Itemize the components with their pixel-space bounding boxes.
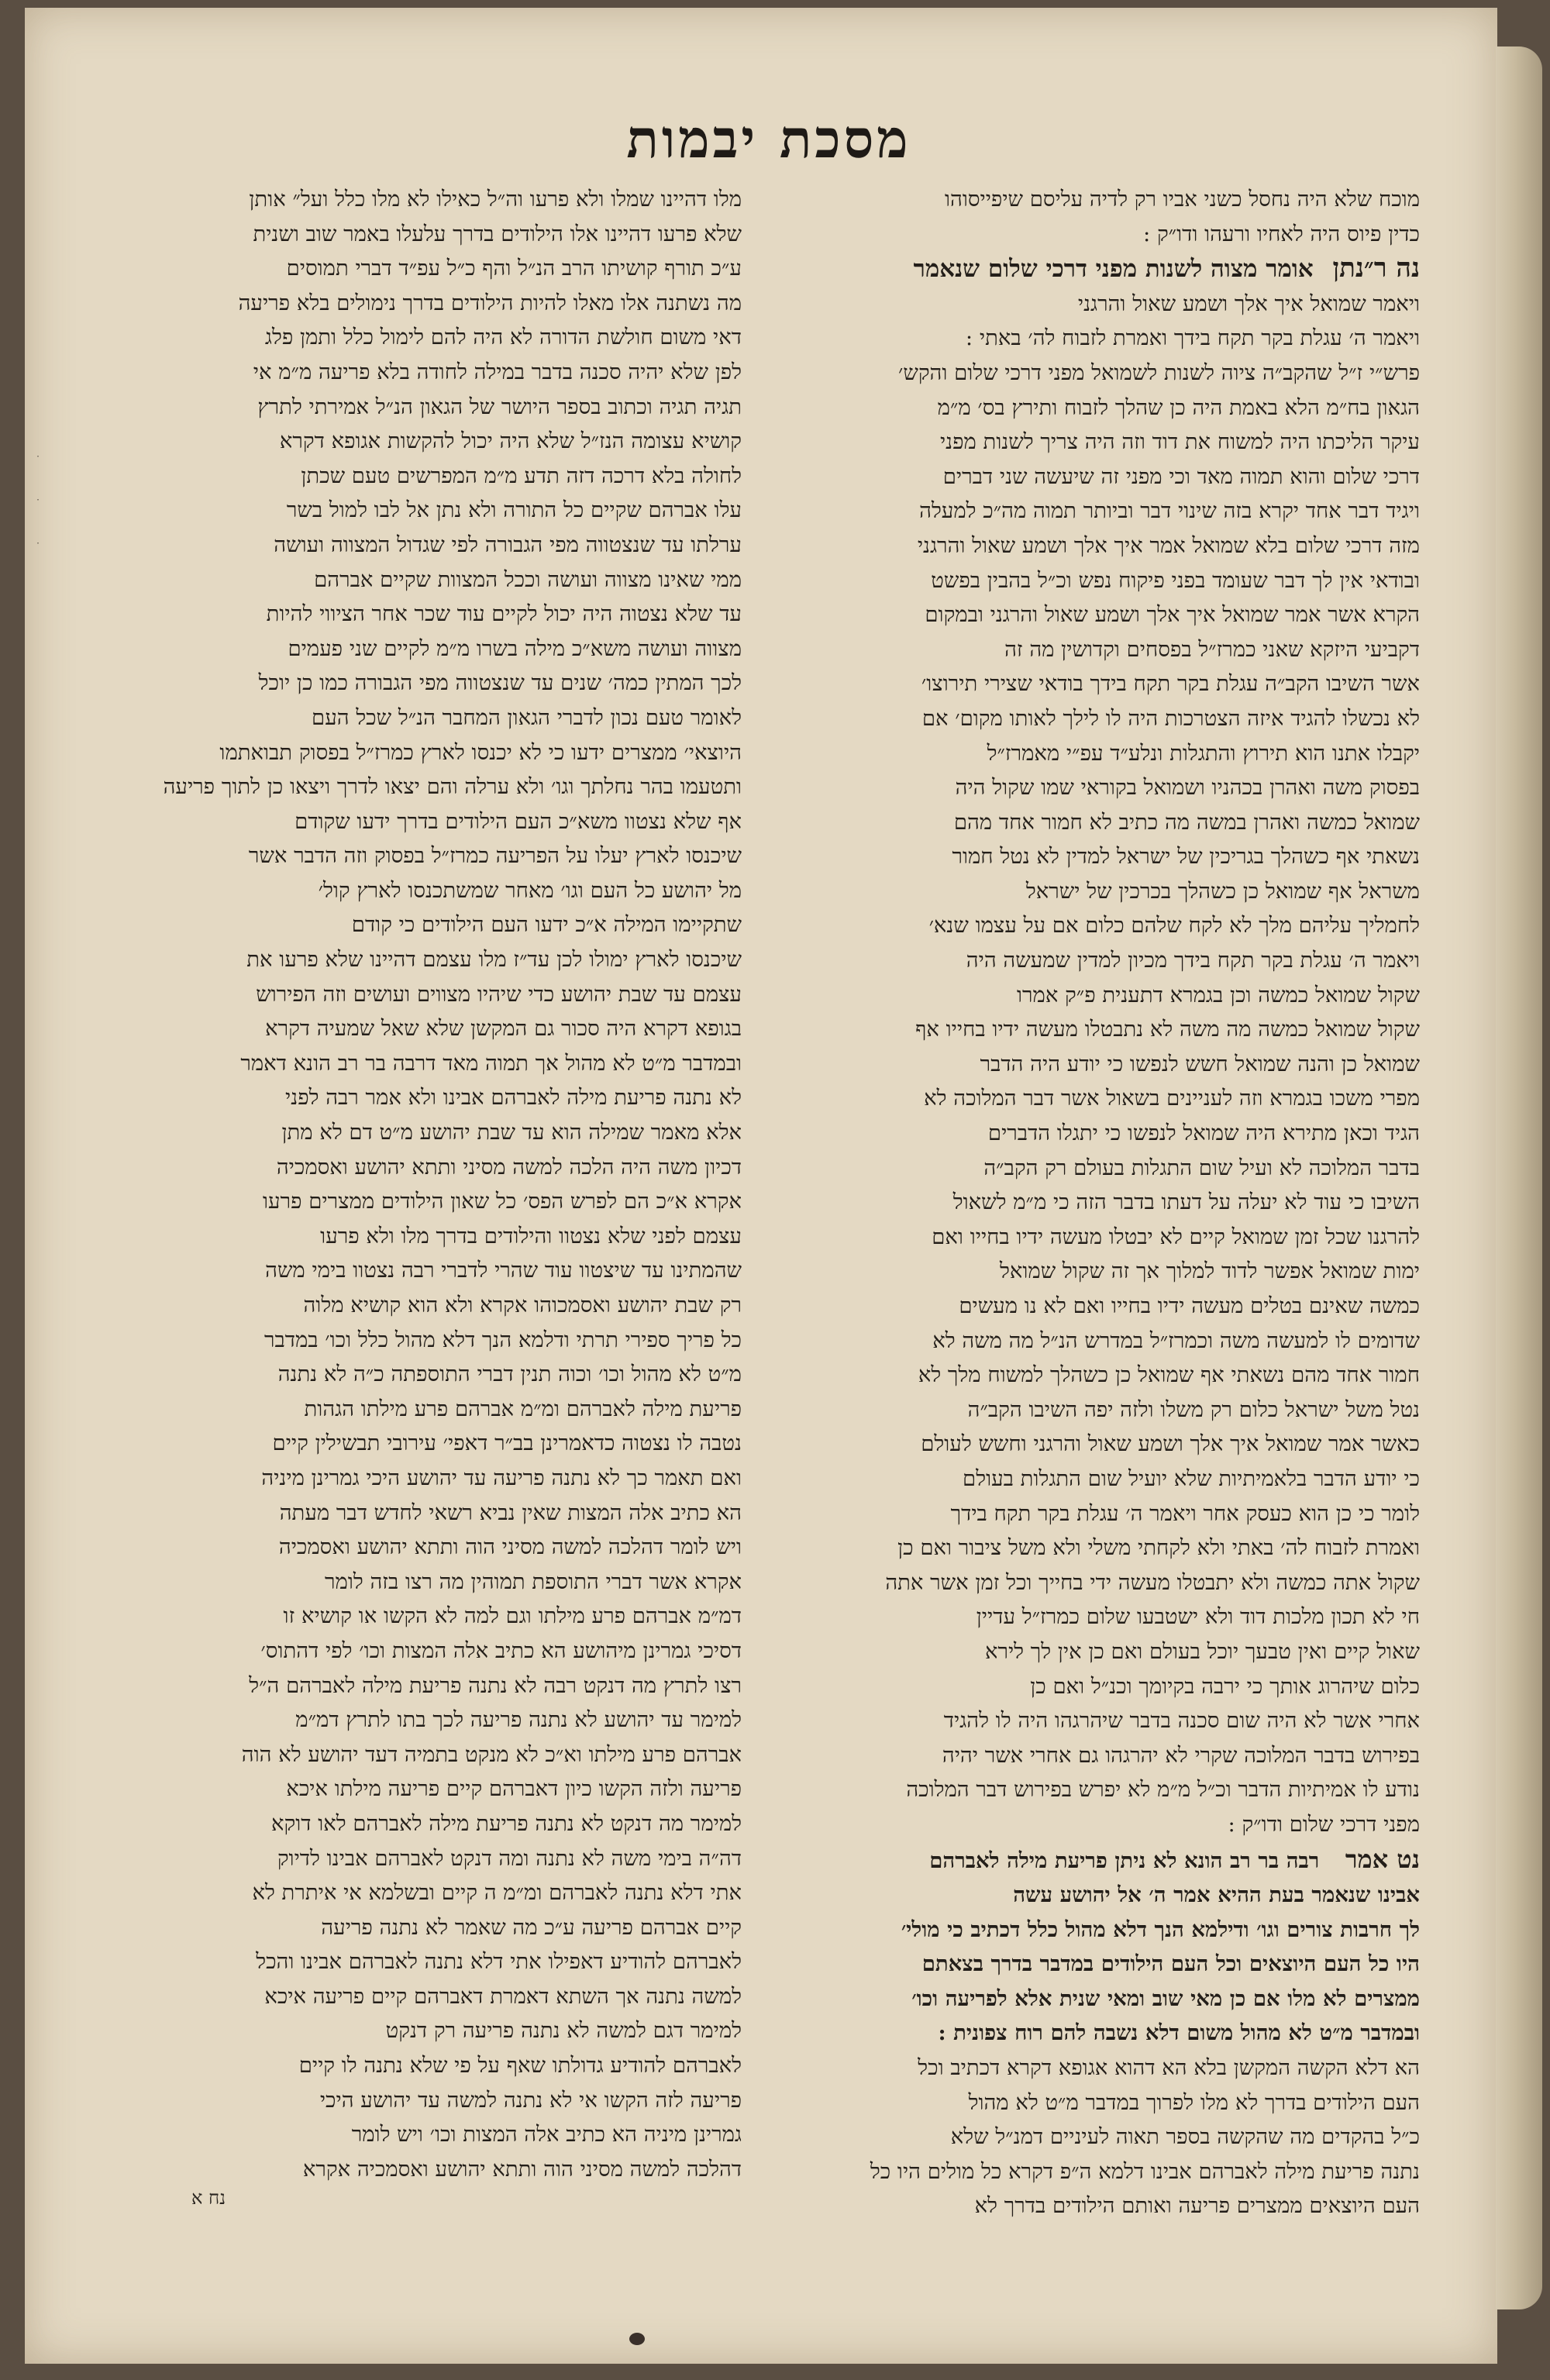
- text-line: מזה דרכי שלום בלא שמואל אמר איך אלך ושמע שאול והרגני: [917, 532, 1420, 558]
- text-line: דרכי שלום והוא תמוה מאד וכי מפני זה שיעשה שני דברים: [942, 463, 1420, 489]
- text-line: דכיון משה היה הלכה למשה מסיני ותתא יהושע ואסמכיה: [276, 1154, 742, 1180]
- text-line: אלא מאמר שמילה הוא עד שבת יהושע מ״ט דם לא מתן: [281, 1120, 742, 1145]
- text-line: דקביעי היזקא שאני כמרז״ל בפסחים וקדושין מה זה: [1004, 636, 1420, 662]
- text-line: פריעה ולזה הקשו כיון דאברהם קיים פריעה מילתו איכא: [286, 1776, 742, 1802]
- text-line: עד שלא נצטוה היה יכול לקיים עוד שכר אחר הציווי להיות: [266, 601, 742, 627]
- text-line: שקול שמואל כמשה מה משה לא נתבטלו מעשה ידיו בחייו אף: [915, 1017, 1420, 1042]
- text-line: פריעה לזה הקשו אי לא נתנה למשה עד יהושע היכי: [319, 2087, 742, 2113]
- text-line: משראל אף שמואל כן כשהלך בכרכין של ישראל: [1025, 878, 1420, 904]
- text-line: כל פריך ספירי תרתי ודלמא הנך דלא מהול כלל וכו׳ במדבר: [264, 1327, 742, 1352]
- text-line: ובמדבר מ״ט לא מהול אך תמוה מאד דרבה בר רב הונא דאמר: [240, 1050, 742, 1076]
- page-edges: [1496, 46, 1542, 2309]
- text-line: לחולה בלא דרכה דזה תדע מ״מ המפרשים טעם שכתן: [301, 463, 742, 488]
- text-line: עלו אברהם שקיים כל התורה ולא נתן אל לבו למול בשר: [286, 498, 742, 523]
- text-line: ואמרת לזבוח לה׳ באתי ולא לקחתי משלי ולא משל ציבור ואם כן: [897, 1535, 1420, 1561]
- page-title: מסכת יבמות: [626, 108, 911, 170]
- text-line: לאומר טעם נכון לדברי הגאון המחבר הנ״ל שכל העם: [312, 704, 742, 730]
- text-line: לומר כי כן הוא כעסק אחר ויאמר ה׳ עגלת בקר תקח בידך: [950, 1500, 1420, 1526]
- text-line: מצווה ועושה משא״כ מילה בשרו מ״מ לקיים שני פעמים: [288, 635, 742, 661]
- text-line: לחמליך עליהם מלך לא לקח שלהם כלום אם על עצמו שנא׳: [928, 913, 1420, 939]
- text-line: השיבו כי עוד לא יעלה על דעתו בדבר הזה כי מ״מ לשאול: [952, 1190, 1420, 1215]
- text-line: נטבה לו נצטוה כדאמרינן בב״ר דאפי׳ עירובי תבשילין קיים: [272, 1431, 742, 1456]
- text-line: ממי שאינו מצווה ועושה וככל המצוות שקיים אברהם: [314, 567, 742, 592]
- text-line: עצמם עד שבת יהושע כדי שיהיו מצווים ועושים וזה הפירוש: [256, 981, 742, 1007]
- text-line: חי לא תכון מלכות דוד ולא ישטבעו שלום כמרז״ל עדיין: [976, 1604, 1420, 1630]
- text-line: לאברהם להודיע דאפילו אתי דלא נתנה לאברהם אבינו והכל: [256, 1949, 742, 1975]
- text-line: שקול שמואל כמשה וכן בגמרא דתענית פ״ק אמרו: [1016, 982, 1420, 1007]
- text-line: העם היוצאים ממצרים פריעה ואותם הילודים בדרך לא: [974, 2193, 1420, 2219]
- text-line: אקרא א״כ הם לפרש הפס׳ כל שאון הילודים ממצרים פרעו: [263, 1189, 742, 1214]
- text-line: אשר השיבו הקב״ה עגלת בקר תקח בידך בודאי שצירי תירוצו׳: [921, 671, 1420, 697]
- text-line: היו כל העם היוצאים וכל העם הילודים במדבר בדרך בצאתם: [921, 1951, 1420, 1977]
- text-line: להרגנו שכל זמן שמואל קיים לא יבטלו מעשה ידיו בחייו ואם: [932, 1224, 1420, 1249]
- ink-stain: [629, 2333, 645, 2345]
- text-line: פרש״י ז״ל שהקב״ה ציוה לשנות לשמואל מפני דרכי שלום והקש׳: [898, 360, 1420, 385]
- text-line: שדומים לו למעשה משה וכמרז״ל במדרש הנ״ל מה משה לא: [932, 1328, 1420, 1353]
- dibur-hamatchil: נה ר״נתן: [1332, 253, 1420, 284]
- text-line: לכך המתין כמה׳ שנים עד שנצטווה מפי הגבורה כמו כן יוכל: [258, 670, 742, 696]
- text-line: אתי דלא נתנה לאברהם ומ״מ ה קיים ובשלמא אי איתרת לא: [252, 1880, 742, 1906]
- text-line: כמשה שאינם בטלים מעשה ידיו בחייו ואם לא נו מעשים: [959, 1293, 1420, 1318]
- text-line: ויאמר ה׳ עגלת בקר תקח בידך ואמרת לזבוח לה׳ באתי :: [965, 325, 1420, 351]
- text-line: נתנה פריעת מילה לאברהם אבינו דלמא ה״פ דקרא כל מולים היו כל: [870, 2158, 1420, 2184]
- text-line: כ״ל בהקדים מה שהקשה בספר תאוה לעיניים דמנ״ל שלא: [950, 2124, 1420, 2150]
- text-line: ויגיד דבר אחד יקרא בזה שינוי דבר וביותר תמוה מה״כ למעלה: [919, 498, 1420, 524]
- text-line: למימר דגם למשה לא נתנה פריעה רק דנקט: [385, 2018, 742, 2044]
- text-line: למימר עד יהושע לא נתנה פריעה לכך בתו לתרץ דמ״מ: [295, 1707, 742, 1733]
- text-line: דסיכי גמרינן מיהושע הא כתיב אלה המצות וכו׳ לפי דהתוס׳: [260, 1638, 742, 1663]
- text-line: למשה נתנה אך השתא דאמרת דאברהם קיים פריעה איכא: [264, 1983, 742, 2009]
- text-line: מלו דהיינו שמלו ולא פרעו וה״ל כאילו לא מלו כלל ועל״ אותן: [249, 187, 742, 212]
- text-line: דאי משום חולשת הדורה לא היה להם לימול כלל ותמן פלג: [264, 325, 742, 350]
- text-line: בדבר המלוכה לא ועיל שום התגלות בעולם רק הקב״ה: [983, 1155, 1420, 1180]
- text-line: כדין פיוס היה לאחיו ורעהו ודו״ק :: [1142, 221, 1420, 246]
- book-page: [25, 8, 1497, 2364]
- gemara-quote-first-line: [757, 1842, 1420, 1879]
- section-heading-text: אומר מצוה לשנות מפני דרכי שלום שנאמר: [913, 255, 1314, 284]
- text-line: כלום שיהרוג אותך כי ירבה בקיומך וכנ״ל ואם כן: [1030, 1673, 1420, 1699]
- text-line: הא דלא הקשה המקשן בלא הא דהוא אגופא דקרא דכתיב וכל: [918, 2055, 1420, 2081]
- text-line: ויאמר שמואל איך אלך ושמע שאול והרגני: [1077, 291, 1420, 316]
- text-line: שקול אתה כמשה ולא יתבטלו מעשה ידי בחייך וכל זמן אשר אתה: [885, 1569, 1420, 1595]
- right-column: [757, 182, 1420, 2219]
- signature-mark: נח א: [191, 2187, 226, 2209]
- text-line: ואם תאמר כך לא נתנה פריעה עד יהושע היכי גמרינן מיניה: [261, 1465, 742, 1490]
- text-line: מוכח שלא היה נחסל כשני אביו רק לדיה עליסם שיפייסוהו: [944, 187, 1420, 212]
- text-line: מל יהושע כל העם וגו׳ מאחר שמשתכנסו לארץ קול׳: [318, 877, 742, 903]
- section-heading: [757, 251, 1420, 287]
- text-line: דמ״מ אברהם פרע מילתו וגם למה לא הקשו או קושיא זו: [283, 1603, 742, 1629]
- text-line: פריעת מילה לאברהם ומ״מ אברהם פרע מילתו הגהות: [304, 1396, 742, 1421]
- text-line: בפסוק משה ואהרן בכהניו ושמואל בקוראי שמו שקול היה: [955, 775, 1420, 801]
- text-line: כי יודע הדבר בלאמיתיות שלא יועיל שום התגלות בעולם: [963, 1466, 1420, 1491]
- text-line: עצמם לפני שלא נצטוו והילודים בדרך מלו ולא פרעו: [320, 1223, 742, 1249]
- text-line: נשאתי אף כשהלך בגריכין של ישראל למדין לא נטל חמור: [952, 844, 1420, 870]
- text-line: ותטעמו בהר נחלתך וגו׳ ולא ערלה והם יצאו לדרך ויצאו כן לתוך פריעה: [163, 774, 742, 800]
- text-line: שתקיימו המילה א״כ ידעו העם הילודים כי קודם: [351, 912, 742, 938]
- text-line: אקרא אשר דברי התוספת תמוהין מה רצו בזה לומר: [325, 1569, 742, 1594]
- text-line: רק שבת יהושע ואסמכוהו אקרא ולא הוא קושיא מלוה: [303, 1293, 742, 1317]
- text-line: דהלכה למשה מסיני הוה ותתא יהושע ואסמכיה אקרא: [302, 2156, 742, 2182]
- text-line: יקבלו אתנו הוא תירוץ והתגלות ונלע״ד עפ״י מאמרז״ל: [987, 740, 1420, 766]
- text-line: לפן שלא יהיה סכנה בדבר במילה לחודה בלא פריעה מ״מ אי: [253, 359, 742, 384]
- text-line: עיקר הליכתו היה למשוח את דוד וזה היה צריך לשנות מפני: [939, 429, 1420, 455]
- text-line: ימות שמואל אפשר לדוד למלוך אך זה שקול שמואל: [1000, 1259, 1420, 1284]
- text-line: ויש לומר דהלכה למשה מסיני הוה ותתא יהושע ואסמכיה: [278, 1534, 742, 1560]
- text-line: שיכנסו לארץ ימולו לכן עד״ז מלו עצמם דהיינו שלא פרעו את: [246, 947, 742, 973]
- text-line: רצו לתרץ מה דנקט רבה לא נתנה פריעת מילה לאברהם ה״ל: [249, 1672, 742, 1698]
- text-line: העם הילודים בדרך לא מלו לפרוך במדבר מ״ט לא מהול: [968, 2089, 1420, 2115]
- text-line: נטל משל ישראל כלום רק משלו ולזה יפה השיבו הקב״ה: [967, 1397, 1420, 1422]
- text-line: שיכנסו לארץ יעלו על הפריעה כמרז״ל בפסוק וזה הדבר אשר: [248, 843, 742, 869]
- text-line: אף שלא נצטוו משא״כ העם הילודים בדרך ידעו שקודם: [294, 808, 742, 834]
- left-column: [163, 182, 742, 2197]
- text-line: שלא פרעו דהיינו אלו הילודים בדרך עלעלו באמר שוב ושנית: [253, 221, 742, 246]
- text-line: הגאון בח״מ הלא באמת היה כן שהלך לזבוח ותירץ בס׳ מ״מ: [937, 394, 1420, 420]
- text-line: הקרא אשר אמר שמואל איך אלך ושמע שאול והרגני ובמקום: [925, 602, 1420, 628]
- text-line: היוצאי׳ ממצרים ידעו כי לא יכנסו לארץ כמרז״ל בפסוק תבואתמו: [219, 739, 742, 765]
- gemara-quote-label: נט אמר: [1345, 1844, 1420, 1874]
- text-line: ויאמר ה׳ עגלת בקר תקח בידך מכיון למדין שמעשה היה: [966, 948, 1420, 973]
- text-line: אבינו שנאמר בעת ההיא אמר ה׳ אל יהושע עשה: [1013, 1882, 1420, 1908]
- gemara-quote-line: רבה בר רב הונא לא ניתן פריעת מילה לאברהם: [929, 1848, 1320, 1873]
- text-line: אברהם פרע מילתו וא״כ לא מנקט בתמיה דעד יהושע לא הוה: [241, 1741, 742, 1767]
- text-line: למימר מה דנקט לא נתנה פריעת מילה לאברהם לאו דוקא: [271, 1810, 742, 1836]
- text-line: הגיד וכאן מתירא היה שמואל לנפשו כי יתגלו הדברים: [987, 1121, 1420, 1146]
- text-line: בגופא דקרא היה סכור גם המקשן שלא שאל שמעיה דקרא: [265, 1016, 742, 1042]
- text-line: ממצרים לא מלו אם כן מאי שוב ומאי שנית אלא לפריעה וכו׳: [911, 1986, 1420, 2011]
- margin-marks: [29, 442, 46, 572]
- text-line: ע״כ תורף קושיתו הרב הנ״ל והף כ״ל עפ״ד דברי תמוסים: [286, 256, 742, 281]
- text-line: שמואל כמשה ואהרן במשה מה כתיב לא חמור אחד מהם: [953, 809, 1420, 835]
- text-line: שהמתינו עד שיצטוו עוד שהרי לדברי רבה נצטוו בימי משה: [265, 1258, 742, 1283]
- text-line: תגיה תגיה וכתוב בספר היושר של הגאון הנ״ל אמירתי לתרץ: [257, 394, 742, 419]
- text-line: מה נשתנה אלו מאלו להיות הילודים בדרך נימולים בלא פריעה: [238, 290, 742, 315]
- text-line: ובמדבר מ״ט לא מהול משום דלא נשבה להם רוח צפונית :: [938, 2020, 1420, 2046]
- text-line: שמואל כן והנה שמואל חשש לנפשו כי יודע היה הדבר: [980, 1051, 1420, 1076]
- text-line: קיים אברהם פריעה ע״כ מה שאמר לא נתנה פריעה: [321, 1914, 742, 1940]
- text-line: לא נתנה פריעת מילה לאברהם אבינו ולא אמר רבה לפני: [285, 1085, 742, 1111]
- text-line: קושיא עצומה הנז״ל שלא היה יכול להקשות אגופא דקרא: [279, 429, 742, 454]
- text-line: כאשר אמר שמואל איך אלך ושמע שאול והרגני וחשש לעולם: [921, 1431, 1420, 1457]
- text-line: ובודאי אין לך דבר שעומד בפני פיקוח נפש וכ״ל בהבין בפשט: [931, 567, 1420, 593]
- text-line: בפירוש בדבר המלוכה שקרי לא יהרגהו גם אחרי אשר יהיה: [942, 1742, 1420, 1768]
- gemara-quote: [757, 1842, 1420, 2051]
- text-line: לאברהם להודיע גדולתו שאף על פי שלא נתנה לו קיים: [298, 2053, 742, 2079]
- text-line: לך חרבות צורים וגו׳ ודילמא הנך דלא מהול כלל דכתיב כי מולי׳: [901, 1917, 1420, 1942]
- text-line: גמרינן מיניה הא כתיב אלה המצות וכו׳ ויש לומר: [351, 2122, 742, 2148]
- text-line: הא כתיב אלה המצות שאין נביא רשאי לחדש דבר מעתה: [279, 1500, 742, 1525]
- text-line: שאול קיים ואין טבעך יוכל בעולם ואם כן אין לך לירא: [984, 1638, 1420, 1664]
- text-line: דה״ה בימי משה לא נתנה ומה דנקט לאברהם אבינו לדיוק: [277, 1845, 742, 1871]
- text-line: מפני דרכי שלום ודו״ק :: [1228, 1811, 1420, 1837]
- text-line: ערלתו עד שנצטווה מפי הגבורה לפי שגדול המצווה ועושה: [274, 532, 742, 557]
- text-line: מ״ט לא מהול וכו׳ וכוה תנין דברי התוספתה כ״ה לא נתנה: [277, 1362, 742, 1387]
- text-line: אחרי אשר לא היה שום סכנה בדבר שיהרגהו היה לו להגיד: [943, 1708, 1420, 1734]
- text-line: נודע לו אמיתיות הדבר וכ״ל מ״מ לא יפרש בפירוש דבר המלוכה: [906, 1777, 1420, 1803]
- text-line: מפרי משכו בגמרא וזה לעניינים בשאול אשר דבר המלוכה לא: [924, 1086, 1420, 1111]
- text-line: חמור אחד מהם נשאתי אף שמואל כן כשהלך למשוח מלך לא: [918, 1362, 1420, 1388]
- text-line: לא נכשלו להגיד איזה הצטרכות היה לו לילך לאותו מקום׳ אם: [921, 705, 1420, 731]
